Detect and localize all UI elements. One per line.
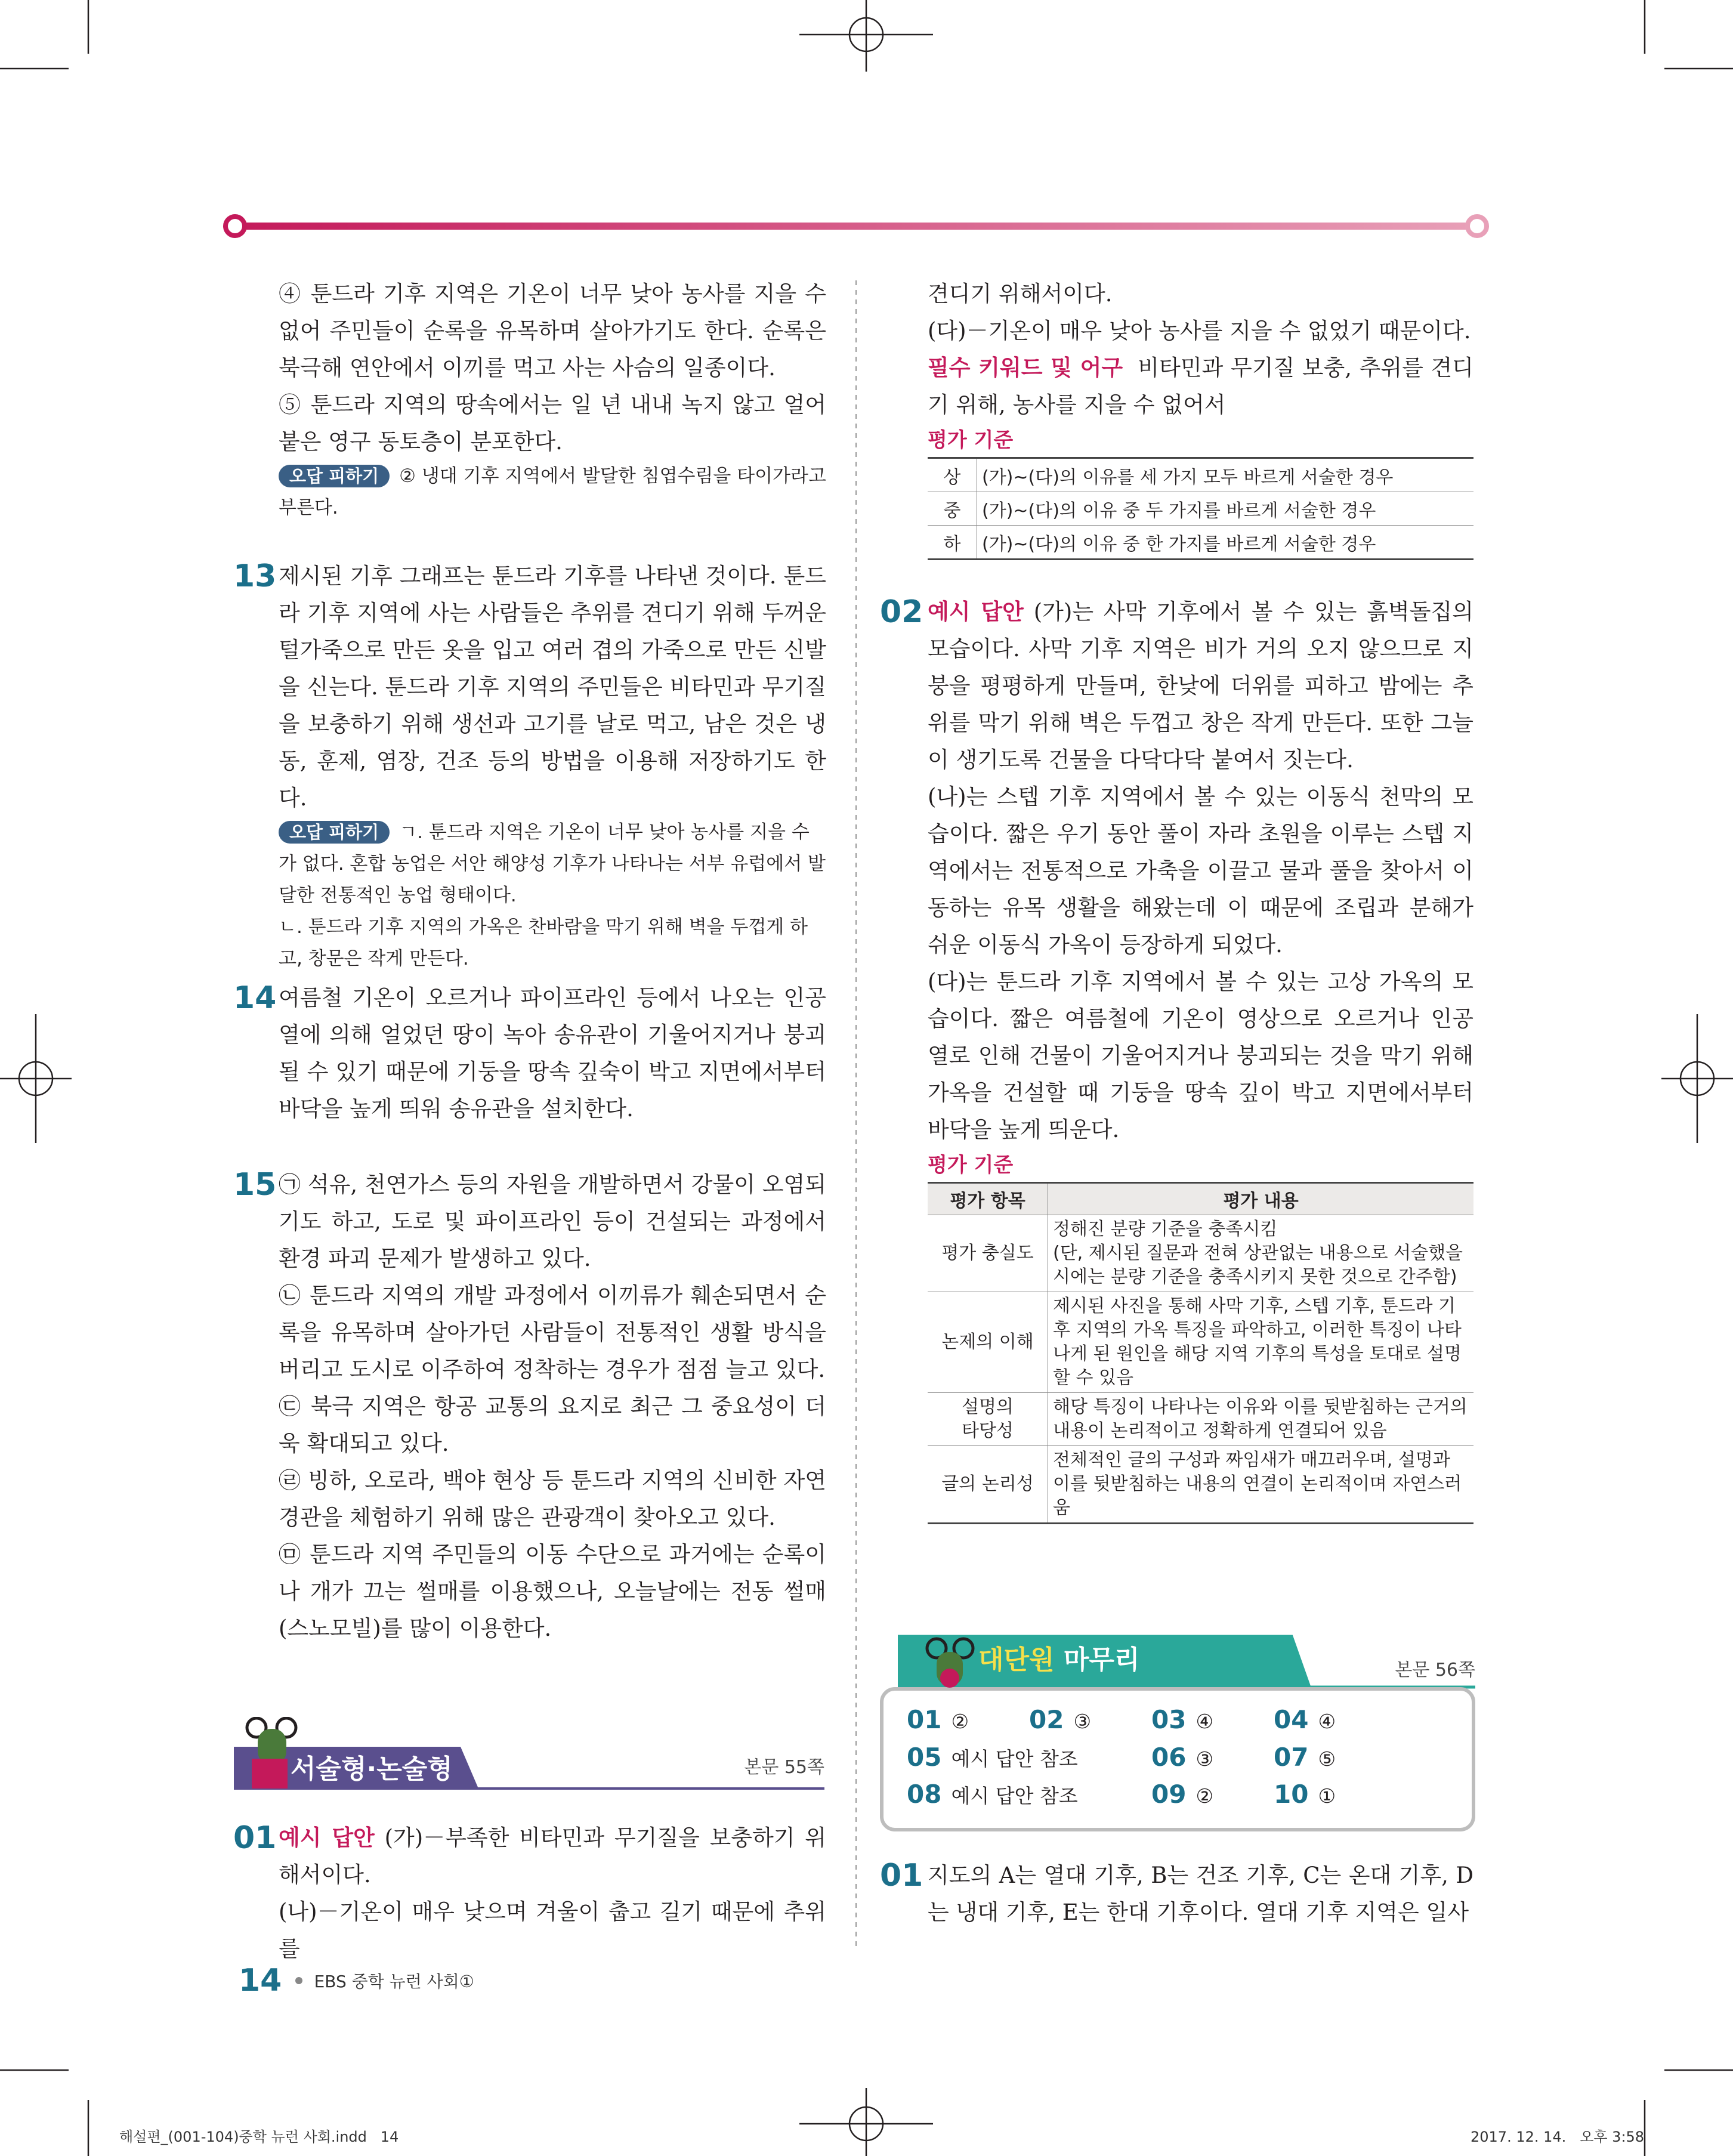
keywords <box>928 350 1473 424</box>
criteria-table-1 <box>928 457 1473 560</box>
unit-q01-text: 지도의 A는 열대 기후, B는 건조 기후, C는 온대 기후, D는 냉대 기후, E는 한대 기후이다. 열대 기후 지역은 일사 <box>928 1862 1473 1925</box>
section-page-ref: 본문 55쪽 <box>744 1757 824 1778</box>
print-slug-file: 해설편_(001-104)중학 뉴런 사회.indd 14 <box>119 2129 399 2145</box>
answer-item: 07 ⑤ <box>1274 1743 1336 1772</box>
q01-cont-line1: 견디기 위해서이다. <box>928 281 1113 307</box>
criteria-title: 평가 기준 <box>928 1153 1014 1177</box>
section-header-essay <box>234 1717 824 1794</box>
item-number: 02 <box>880 594 923 630</box>
table-row: 논제의 이해 제시된 사진을 통해 사막 기후, 스텝 기후, 툰드라 기후 지역의 가옥 특징을 파악하고, 이러한 특징이 나타나게 된 원인을 해당 지역 기후의 특성을 토대로 설명할 수 있음 <box>928 1292 1473 1393</box>
table-row: 설명의 타당성 해당 특징이 나타나는 이유와 이를 뒷받침하는 근거의 내용이 논리적이고 정확하게 연결되어 있음 <box>928 1393 1473 1446</box>
item-number: 13 <box>233 558 277 594</box>
q01-cont-line2: (다)－기온이 매우 낮아 농사를 지을 수 없었기 때문이다. <box>928 318 1471 344</box>
unit-review-title: 대단원 마무리 <box>978 1645 1140 1675</box>
answer-item: 05 예시 답안 참조 <box>907 1743 1078 1772</box>
unit-q01 <box>880 1857 1473 1931</box>
table-row: 평가 충실도 정해진 분량 기준을 충족시킴 (단, 제시된 질문과 전혀 상관없는 내용으로 서술했을 시에는 분량 기준을 충족시키지 못한 것으로 간주함) <box>928 1215 1473 1292</box>
criteria-title: 평가 기준 <box>928 428 1014 452</box>
item15 <box>233 1166 826 1647</box>
item15-a: ㉠ 석유, 천연가스 등의 자원을 개발하면서 강물이 오염되기도 하고, 도로 및 파이프라인 등이 건설되는 과정에서 환경 파괴 문제가 발생하고 있다. <box>279 1172 826 1271</box>
item12-note-text: ② 냉대 기후 지역에서 발달한 침엽수림을 타이가라고 부른다. <box>279 465 826 518</box>
item-number: 15 <box>233 1167 277 1203</box>
item15-e: ㉤ 툰드라 지역 주민들의 이동 수단으로 과거에는 순록이나 개가 끄는 썰매를 이용했으나, 오늘날에는 전동 썰매(스노모빌)를 많이 이용한다. <box>279 1542 826 1641</box>
essay-q01 <box>233 1820 827 1967</box>
answer-label: 예시 답안 <box>928 599 1024 625</box>
unit-review-box <box>880 1630 1475 1833</box>
answer-item: 06 ③ <box>1151 1743 1214 1772</box>
left-column <box>236 276 826 524</box>
answer-item: 03 ④ <box>1151 1705 1214 1734</box>
keywords-text: 비타민과 무기질 보충, 추위를 견디기 위해, 농사를 지을 수 없어서 <box>928 355 1473 418</box>
table-row: 하 (가)~(다)의 이유 중 한 가지를 바르게 서술한 경우 <box>928 526 1473 560</box>
table-row: 글의 논리성 전체적인 글의 구성과 짜임새가 매끄러우며, 설명과 이를 뒷받침하는 내용의 연결이 논리적이며 자연스러움 <box>928 1446 1473 1524</box>
answer-item: 10 ① <box>1274 1780 1336 1809</box>
table-header-row: 평가 항목 평가 내용 <box>928 1183 1473 1215</box>
q01-line1: 예시 답안 (가)－부족한 비타민과 무기질을 보충하기 위해서이다. <box>279 1825 827 1888</box>
item-number: 14 <box>233 980 277 1016</box>
table-row: 중 (가)~(다)의 이유 중 두 가지를 바르게 서술한 경우 <box>928 492 1473 526</box>
answer-item: 04 ④ <box>1274 1705 1336 1734</box>
item13-note1 <box>279 817 826 912</box>
q02-p2: (나)는 스텝 기후 지역에서 볼 수 있는 이동식 천막의 모습이다. 짧은 우기 동안 풀이 자라 초원을 이루는 스텝 지역에서는 전통적으로 가축을 이끌고 물과 풀을 찾아서 이동하는 유목 생활을 해왔는데 이 때문에 조립과 분해가 쉬운 이동식 가옥이 등장하게 되었다. <box>928 784 1473 957</box>
item13-note2: ㄴ. 툰드라 기후 지역의 가옥은 찬바람을 막기 위해 벽을 두껍게 하고, 창문은 작게 만든다. <box>279 916 808 969</box>
item13-text: 제시된 기후 그래프는 툰드라 기후를 나타낸 것이다. 툰드라 기후 지역에 사는 사람들은 추위를 견디기 위해 두꺼운 털가죽으로 만든 옷을 입고 여러 겹의 가죽으로 만든 신발을 신는다. 툰드라 기후 지역의 주민들은 비타민과 무기질을 보충하기 위해 생선과 고기를 날로 먹고, 남은 것은 냉동, 훈제, 염장, 건조 등의 방법을 이용해 저장하기도 한다. <box>279 563 826 811</box>
item14 <box>233 980 826 1128</box>
item15-c: ㉢ 북극 지역은 항공 교통의 요지로 최근 그 중요성이 더욱 확대되고 있다. <box>279 1394 826 1456</box>
wrong-answer-badge: 오답 피하기 <box>279 821 390 844</box>
item12-note <box>279 461 826 524</box>
header-bar <box>221 212 1491 240</box>
item12-choice4: ④ 툰드라 기후 지역은 기온이 너무 낮아 농사를 지을 수 없어 주민들이 순록을 유목하며 살아가기도 한다. 순록은 북극해 연안에서 이끼를 먹고 사는 사슴의 일종이다. <box>279 281 826 381</box>
criteria-table-2 <box>928 1182 1473 1524</box>
book-title: EBS 중학 뉴런 사회① <box>314 1972 474 1991</box>
q01-continued <box>928 276 1473 560</box>
answer-item: 01 ② <box>907 1705 969 1734</box>
answer-item: 02 ③ <box>1029 1705 1092 1734</box>
item-number: 01 <box>880 1858 923 1894</box>
table-row: 상 (가)~(다)의 이유를 세 가지 모두 바르게 서술한 경우 <box>928 458 1473 492</box>
item15-d: ㉣ 빙하, 오로라, 백야 현상 등 툰드라 지역의 신비한 자연 경관을 체험하기 위해 많은 관광객이 찾아오고 있다. <box>279 1468 826 1530</box>
wrong-answer-badge: 오답 피하기 <box>279 465 390 487</box>
q02-p1: 예시 답안 (가)는 사막 기후에서 볼 수 있는 흙벽돌집의 모습이다. 사막 기후 지역은 비가 거의 오지 않으므로 지붕을 평평하게 만들며, 한낮에 더위를 피하고 밤에는 추위를 막기 위해 벽은 두껍고 창은 작게 만든다. 또한 그늘이 생기도록 건물을 다닥다닥 붙여서 짓는다. <box>928 599 1473 773</box>
keywords-label: 필수 키워드 및 어구 <box>928 355 1123 381</box>
item12-choice5: ⑤ 툰드라 지역의 땅속에서는 일 년 내내 녹지 않고 얼어붙은 영구 동토층이 분포한다. <box>279 392 826 455</box>
item14-text: 여름철 기온이 오르거나 파이프라인 등에서 나오는 인공 열에 의해 얼었던 땅이 녹아 송유관이 기울어지거나 붕괴될 수 있기 때문에 기둥을 땅속 깊숙이 박고 지면에서부터 바닥을 높게 띄워 송유관을 설치한다. <box>279 985 826 1122</box>
item12-continued <box>279 276 826 524</box>
q01-line2: (나)－기온이 매우 낮으며 겨울이 춥고 길기 때문에 추위를 <box>279 1899 826 1962</box>
q02-p3: (다)는 툰드라 기후 지역에서 볼 수 있는 고상 가옥의 모습이다. 짧은 여름철에 기온이 영상으로 오르거나 인공 열로 인해 건물이 기울어지거나 붕괴되는 것을 막기 위해 가옥을 건설할 때 기둥을 땅속 깊이 박고 지면에서부터 바닥을 높게 띄운다. <box>928 969 1473 1142</box>
page-number: 14 <box>239 1963 282 1999</box>
answer-item: 09 ② <box>1151 1780 1214 1809</box>
print-slug-date: 2017. 12. 14. 오후 3:58 <box>1471 2129 1645 2145</box>
essay-q02 <box>880 594 1473 1524</box>
answer-label: 예시 답안 <box>279 1825 375 1851</box>
answer-item: 08 예시 답안 참조 <box>907 1780 1078 1809</box>
section-title: 서술형·논술형 <box>291 1754 453 1784</box>
page-footer <box>239 1963 474 1999</box>
footer-dot <box>295 1977 302 1984</box>
item13-note1-text: ㄱ. 툰드라 지역은 기온이 너무 낮아 농사를 지을 수가 없다. 혼합 농업은 서안 해양성 기후가 나타나는 서부 유럽에서 발달한 전통적인 농업 형태이다. <box>279 821 826 906</box>
column-divider <box>855 280 857 1951</box>
item13 <box>233 558 826 975</box>
item-number: 01 <box>233 1820 277 1856</box>
unit-review-page-ref: 본문 56쪽 <box>1395 1660 1475 1681</box>
item15-b: ㉡ 툰드라 지역의 개발 과정에서 이끼류가 훼손되면서 순록을 유목하며 살아가던 사람들이 전통적인 생활 방식을 버리고 도시로 이주하여 정착하는 경우가 점점 늘고 있다. <box>279 1283 826 1382</box>
